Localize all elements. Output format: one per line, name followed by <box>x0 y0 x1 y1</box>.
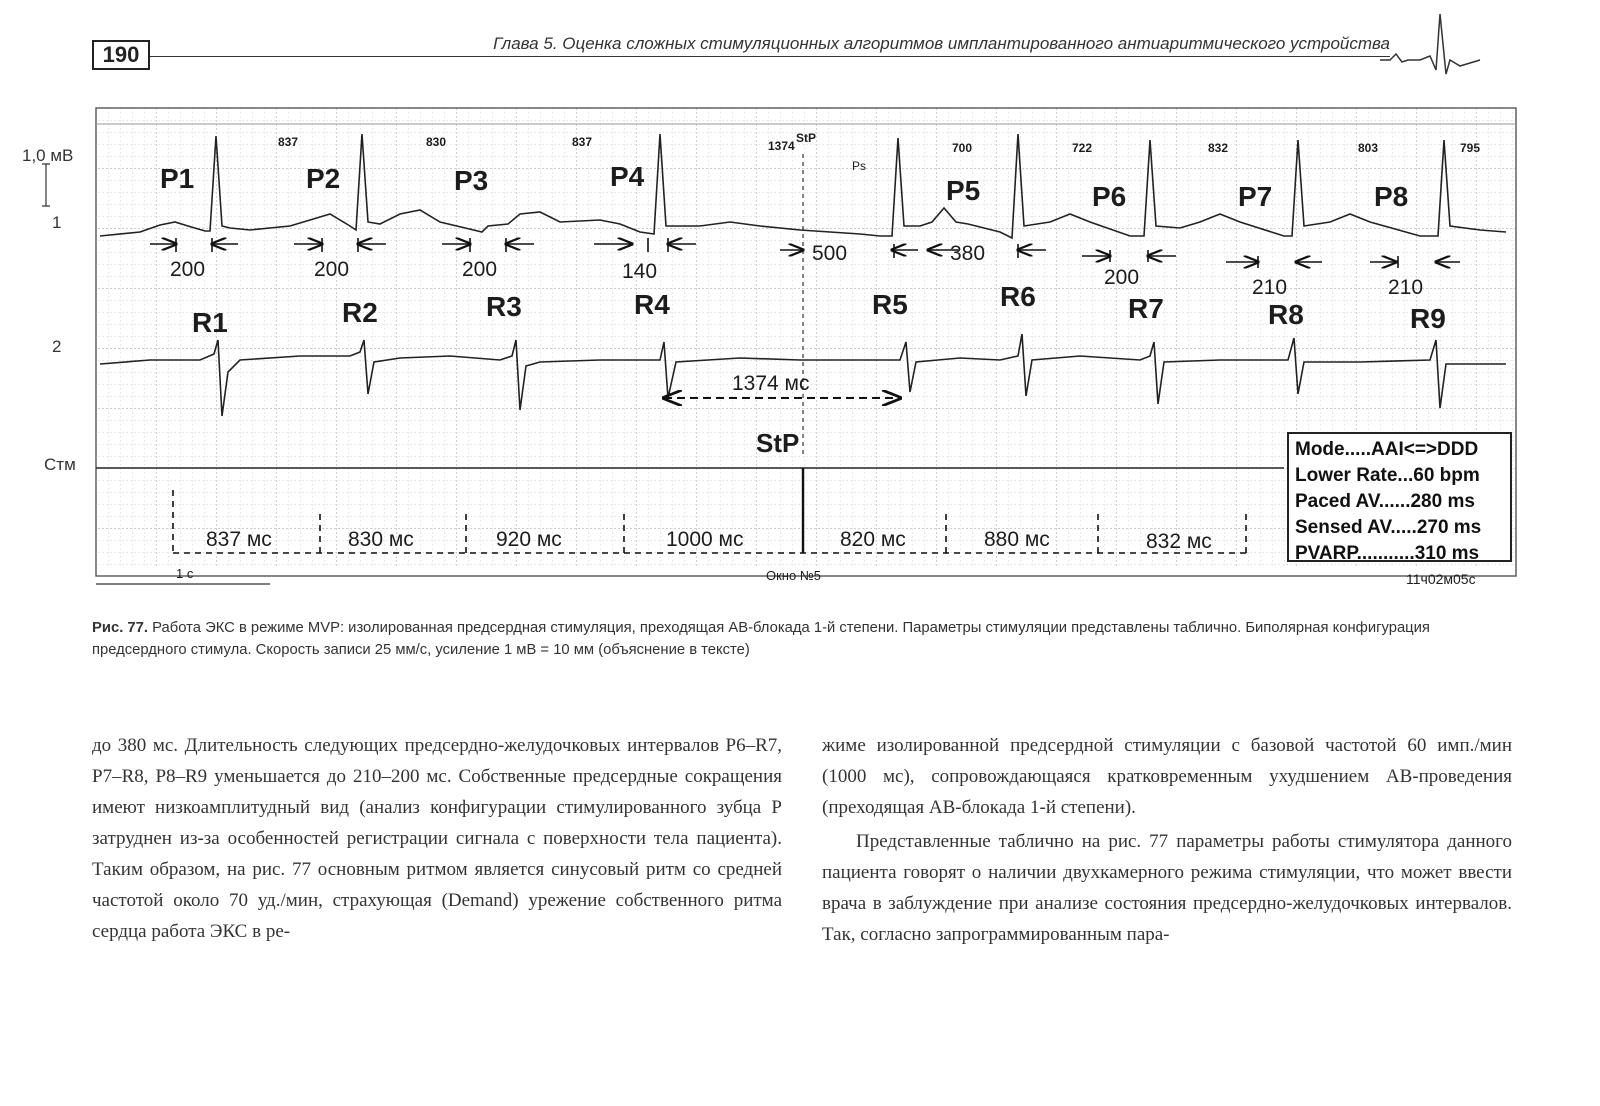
param-row-mode: Mode.....AAI<=>DDD <box>1295 439 1479 460</box>
time-scale-label: 1 с <box>176 566 194 581</box>
body-paragraph: Представленные таблично на рис. 77 параметры работы стимулятора данного пациента говорят о наличии двухкамерного режима стимуляции, что может ввести врача в заблуждение при анализе состояния предсердно-желудочковых интервалов. Так, согласно запрограммированным пара- <box>822 831 1512 945</box>
rr-label: 722 <box>1072 141 1093 155</box>
pr-interval-label: 200 <box>314 258 350 281</box>
page-number: 190 <box>92 40 150 70</box>
stp-label: StP <box>756 428 800 458</box>
p-wave-label: P2 <box>306 163 341 194</box>
rr-label: 700 <box>952 141 973 155</box>
rr-label: 803 <box>1358 141 1379 155</box>
param-row-paced-av: Paced AV......280 ms <box>1295 491 1475 512</box>
r-wave-label: R9 <box>1410 303 1446 334</box>
param-row-sensed-av: Sensed AV.....270 ms <box>1295 517 1482 538</box>
lead-2-label: 2 <box>52 337 62 356</box>
param-row-pvarp: PVARP...........310 ms <box>1295 543 1480 564</box>
r-wave-label: R5 <box>872 289 908 320</box>
stim-interval-label: 920 мс <box>496 528 562 551</box>
rr-label: 795 <box>1460 141 1481 155</box>
stp-small-label: StP <box>796 131 817 145</box>
rr-label: 837 <box>278 135 299 149</box>
r-wave-label: R6 <box>1000 281 1036 312</box>
stim-interval-label: 837 мс <box>206 528 272 551</box>
stim-interval-label: 832 мс <box>1146 530 1212 553</box>
scale-label: 1,0 мВ <box>22 146 74 165</box>
figure-caption <box>92 617 1512 661</box>
body-column-left <box>92 730 782 947</box>
r-wave-label: R8 <box>1268 299 1304 330</box>
pr-interval-label: 210 <box>1252 276 1288 299</box>
p-wave-label: P8 <box>1374 181 1409 212</box>
p-wave-label: P7 <box>1238 181 1273 212</box>
r-wave-label: R7 <box>1128 293 1164 324</box>
pacing-parameters-table <box>1287 432 1512 562</box>
lead-1-label: 1 <box>52 213 62 232</box>
caption-label: Рис. 77. <box>92 620 148 636</box>
stim-interval-label: 1000 мс <box>666 528 744 551</box>
param-row-lower-rate: Lower Rate...60 bpm <box>1295 465 1480 486</box>
lead-stm-label: Стм <box>44 455 76 474</box>
r-wave-label: R2 <box>342 297 378 328</box>
p-wave-label: P5 <box>946 175 981 206</box>
scale-bar <box>42 164 50 206</box>
body-paragraph: до 380 мс. Длительность следующих предсердно-желудочковых интервалов P6–R7, P7–R8, P8–R9 уменьшается до 210–200 мс. Собственные предсердные сокращения имеют низкоамплитудный вид (анализ конфигурации стимулированного зубца P затруднен из-за особенностей регистрации сигнала с поверхности тела пациента). Таким образом, на рис. 77 основным ритмом является синусовый ритм со средней частотой около 70 уд./мин, страхующая (Demand) урежение собственного ритма сердца работа ЭКС в ре- <box>92 735 782 942</box>
pr-interval-label: 200 <box>1104 266 1140 289</box>
pr-interval-label: 210 <box>1388 276 1424 299</box>
pr-interval-label: 140 <box>622 260 658 283</box>
r-wave-label: R1 <box>192 307 228 338</box>
pr-interval-label: 380 <box>950 242 986 265</box>
pr-interval-label: 500 <box>812 242 848 265</box>
rr-label: 1374 <box>768 139 795 153</box>
p-wave-label: P4 <box>610 161 645 192</box>
stim-interval-label: 820 мс <box>840 528 906 551</box>
stim-interval-label: 880 мс <box>984 528 1050 551</box>
ps-label: Ps <box>852 159 867 173</box>
p-wave-label: P1 <box>160 163 195 194</box>
body-column-right <box>822 730 1512 950</box>
body-paragraph: жиме изолированной предсердной стимуляции с базовой частотой 60 имп./мин (1000 мс), сопровождающаяся кратковременным ухудшением АВ-проведения (преходящая АВ-блокада 1-й степени). <box>822 735 1512 818</box>
caption-text: Работа ЭКС в режиме MVP: изолированная предсердная стимуляция, преходящая АВ-блокада 1-й степени. Параметры стимуляции представлены таблично. Биполярная конфигурация предсердного стимула. Скорость записи 25 мм/с, усиление 1 мВ = 10 мм (объяснение в тексте) <box>92 620 1430 658</box>
pr-interval-label: 200 <box>170 258 206 281</box>
r-wave-label: R4 <box>634 289 670 320</box>
stim-interval-label: 830 мс <box>348 528 414 551</box>
p-wave-label: P6 <box>1092 181 1127 212</box>
window-label: Окно №5 <box>766 568 821 583</box>
pause-label: 1374 мс <box>732 372 810 395</box>
p-wave-label: P3 <box>454 165 489 196</box>
chapter-title: Глава 5. Оценка сложных стимуляционных алгоритмов имплантированного антиаритмического устройства <box>493 34 1390 53</box>
pr-interval-label: 200 <box>462 258 498 281</box>
r-wave-label: R3 <box>486 291 522 322</box>
timestamp: 11ч02м05с <box>1406 571 1476 587</box>
rr-label: 837 <box>572 135 593 149</box>
rr-label: 832 <box>1208 141 1229 155</box>
rr-label: 830 <box>426 135 447 149</box>
